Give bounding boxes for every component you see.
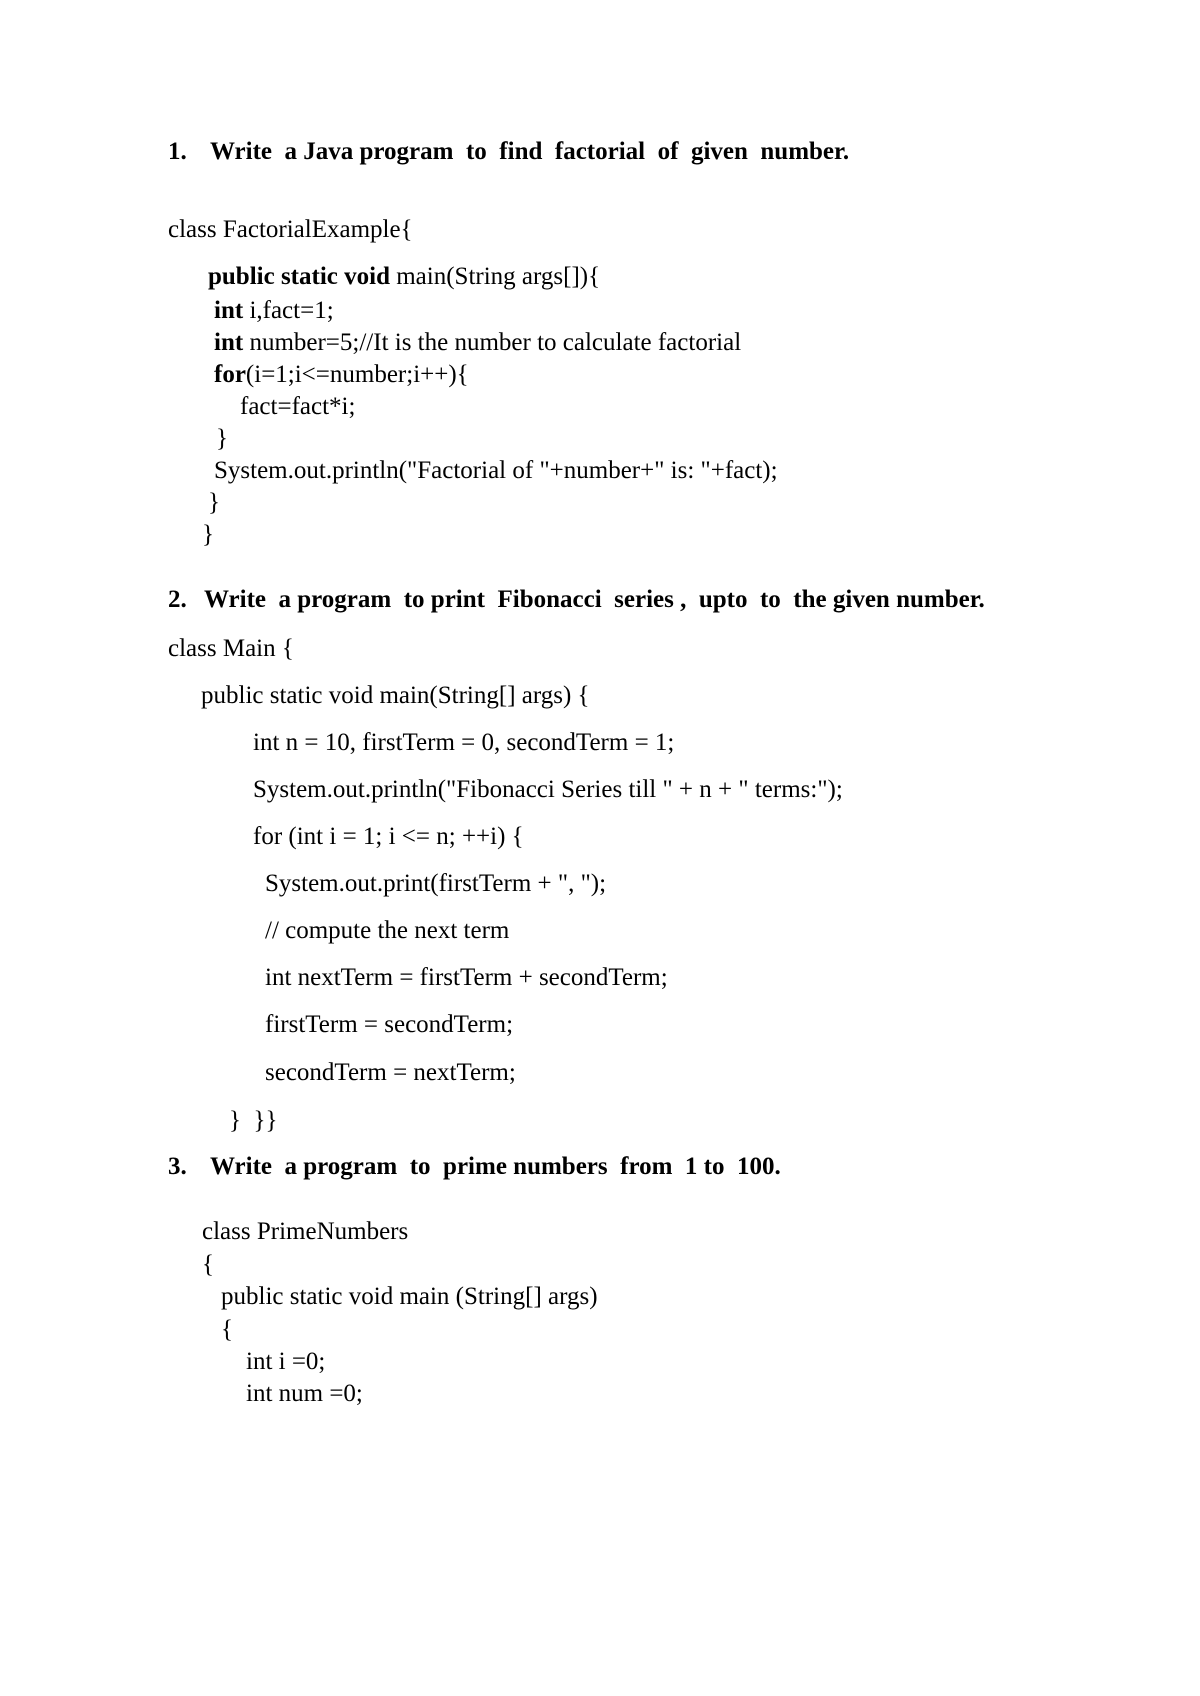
code-line: // compute the next term bbox=[265, 917, 510, 944]
code-line: public static void main(String[] args) { bbox=[201, 682, 590, 709]
code-line: System.out.println("Factorial of "+number+" is: "+fact); bbox=[214, 457, 778, 484]
code-line: public static void main (String[] args) bbox=[221, 1283, 598, 1310]
code-line: } bbox=[202, 521, 214, 548]
code-line bbox=[208, 262, 600, 292]
code-line bbox=[214, 296, 334, 326]
code-line: class FactorialExample{ bbox=[168, 216, 413, 243]
code-keyword: public static void bbox=[208, 263, 390, 290]
code-text: number=5;//It is the number to calculate factorial bbox=[243, 329, 742, 356]
code-text: i,fact=1; bbox=[243, 297, 334, 324]
question-number: 1. bbox=[168, 138, 187, 165]
question-1-heading bbox=[168, 137, 849, 167]
code-line: class Main { bbox=[168, 635, 294, 662]
question-text: Write a program to print Fibonacci series , upto to the given number. bbox=[204, 586, 985, 613]
code-line: int i =0; bbox=[246, 1348, 326, 1375]
code-line: int num =0; bbox=[246, 1380, 363, 1407]
question-number: 2. bbox=[168, 586, 187, 613]
code-line: firstTerm = secondTerm; bbox=[265, 1011, 514, 1038]
code-keyword: int bbox=[214, 329, 244, 356]
code-line: System.out.print(firstTerm + ", "); bbox=[265, 870, 607, 897]
code-line bbox=[214, 328, 741, 358]
question-text: Write a program to prime numbers from 1 to 100. bbox=[210, 1153, 781, 1180]
code-line: int nextTerm = firstTerm + secondTerm; bbox=[265, 964, 668, 991]
code-line: int n = 10, firstTerm = 0, secondTerm = 1; bbox=[253, 729, 675, 756]
code-line: class PrimeNumbers bbox=[202, 1218, 409, 1245]
code-line bbox=[214, 360, 469, 390]
code-line: secondTerm = nextTerm; bbox=[265, 1059, 516, 1086]
code-line: } bbox=[216, 425, 228, 452]
question-number: 3. bbox=[168, 1153, 187, 1180]
code-line: for (int i = 1; i <= n; ++i) { bbox=[253, 823, 524, 850]
code-text: (i=1;i<=number;i++){ bbox=[245, 361, 469, 388]
code-line: } }} bbox=[229, 1107, 278, 1134]
question-3-heading bbox=[168, 1152, 781, 1182]
code-line: { bbox=[202, 1251, 214, 1278]
code-line: fact=fact*i; bbox=[240, 393, 356, 420]
code-keyword: int bbox=[214, 297, 244, 324]
question-text: Write a Java program to find factorial of given number. bbox=[210, 138, 850, 165]
code-line: System.out.println("Fibonacci Series till " + n + " terms:"); bbox=[253, 776, 843, 803]
code-line: { bbox=[221, 1316, 233, 1343]
code-line: } bbox=[208, 489, 220, 516]
code-keyword: for bbox=[214, 361, 246, 388]
code-text: main(String args[]){ bbox=[389, 263, 601, 290]
question-2-heading bbox=[168, 585, 985, 615]
